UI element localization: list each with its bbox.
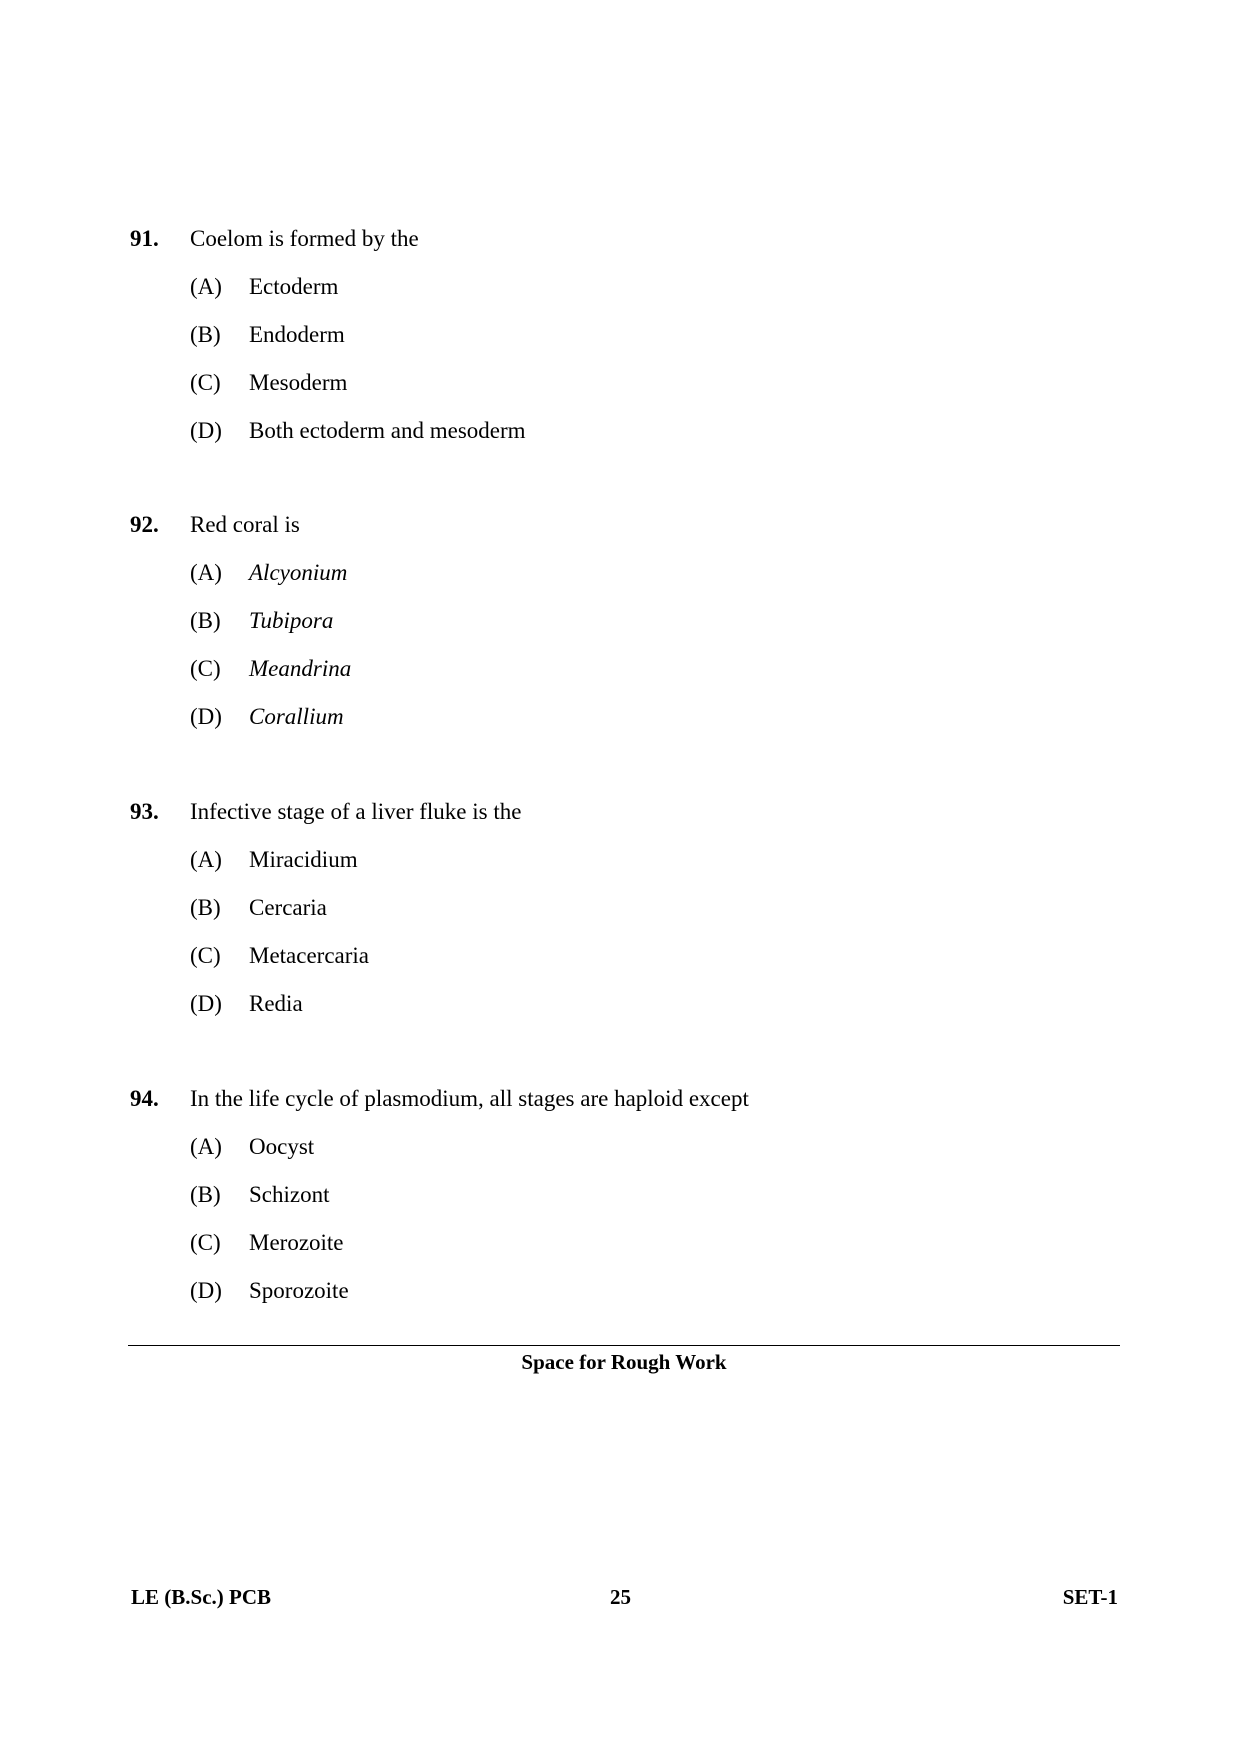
question-94 bbox=[130, 1085, 1130, 1305]
option-text: Schizont bbox=[249, 1182, 330, 1207]
option-b bbox=[130, 607, 1130, 635]
option-a bbox=[130, 273, 1130, 301]
option-text: Redia bbox=[249, 991, 303, 1016]
option-b bbox=[130, 321, 1130, 349]
option-label: (B) bbox=[190, 1182, 221, 1207]
option-text: Ectoderm bbox=[249, 274, 339, 299]
question-number: 92. bbox=[130, 512, 159, 537]
question-91 bbox=[130, 225, 1130, 445]
option-label: (A) bbox=[190, 560, 222, 585]
question-93 bbox=[130, 798, 1130, 1018]
question-text: In the life cycle of plasmodium, all stages are haploid except bbox=[190, 1086, 749, 1111]
option-d bbox=[130, 703, 1130, 731]
option-text: Meandrina bbox=[249, 656, 352, 681]
option-d bbox=[130, 1277, 1130, 1305]
question-stem bbox=[130, 798, 1130, 826]
option-b bbox=[130, 1181, 1130, 1209]
rough-work-divider bbox=[128, 1345, 1120, 1346]
option-text: Cercaria bbox=[249, 895, 327, 920]
option-text: Metacercaria bbox=[249, 943, 370, 968]
option-label: (C) bbox=[190, 943, 221, 968]
option-label: (A) bbox=[190, 1134, 222, 1159]
question-stem bbox=[130, 511, 1130, 539]
option-label: (A) bbox=[190, 274, 222, 299]
option-d bbox=[130, 417, 1130, 445]
option-a bbox=[130, 559, 1130, 587]
option-label: (D) bbox=[190, 991, 222, 1016]
option-text: Merozoite bbox=[249, 1230, 344, 1255]
option-label: (C) bbox=[190, 370, 221, 395]
option-c bbox=[130, 942, 1130, 970]
option-text: Corallium bbox=[249, 704, 344, 729]
option-label: (B) bbox=[190, 608, 221, 633]
option-label: (A) bbox=[190, 847, 222, 872]
option-c bbox=[130, 655, 1130, 683]
question-text: Infective stage of a liver fluke is the bbox=[190, 799, 522, 824]
question-text: Red coral is bbox=[190, 512, 300, 537]
option-text: Alcyonium bbox=[249, 560, 348, 585]
rough-work-title: Space for Rough Work bbox=[521, 1350, 727, 1374]
option-label: (D) bbox=[190, 418, 222, 443]
question-text: Coelom is formed by the bbox=[190, 226, 419, 251]
option-label: (D) bbox=[190, 1278, 222, 1303]
option-label: (C) bbox=[190, 1230, 221, 1255]
question-number: 93. bbox=[130, 799, 159, 824]
option-text: Oocyst bbox=[249, 1134, 315, 1159]
question-number: 94. bbox=[130, 1086, 159, 1111]
footer-set-label: SET-1 bbox=[1062, 1585, 1118, 1609]
option-label: (B) bbox=[190, 895, 221, 920]
option-text: Sporozoite bbox=[249, 1278, 349, 1303]
question-92 bbox=[130, 511, 1130, 731]
option-label: (C) bbox=[190, 656, 221, 681]
option-b bbox=[130, 894, 1130, 922]
question-stem bbox=[130, 225, 1130, 253]
option-label: (B) bbox=[190, 322, 221, 347]
option-c bbox=[130, 1229, 1130, 1257]
option-label: (D) bbox=[190, 704, 222, 729]
footer-exam-code: LE (B.Sc.) PCB bbox=[131, 1585, 272, 1609]
option-text: Both ectoderm and mesoderm bbox=[249, 418, 526, 443]
option-text: Miracidium bbox=[249, 847, 358, 872]
option-a bbox=[130, 1133, 1130, 1161]
option-text: Mesoderm bbox=[249, 370, 348, 395]
footer-page-number: 25 bbox=[610, 1585, 631, 1609]
option-text: Tubipora bbox=[249, 608, 334, 633]
question-stem bbox=[130, 1085, 1130, 1113]
option-d bbox=[130, 990, 1130, 1018]
question-number: 91. bbox=[130, 226, 159, 251]
option-a bbox=[130, 846, 1130, 874]
option-c bbox=[130, 369, 1130, 397]
option-text: Endoderm bbox=[249, 322, 345, 347]
